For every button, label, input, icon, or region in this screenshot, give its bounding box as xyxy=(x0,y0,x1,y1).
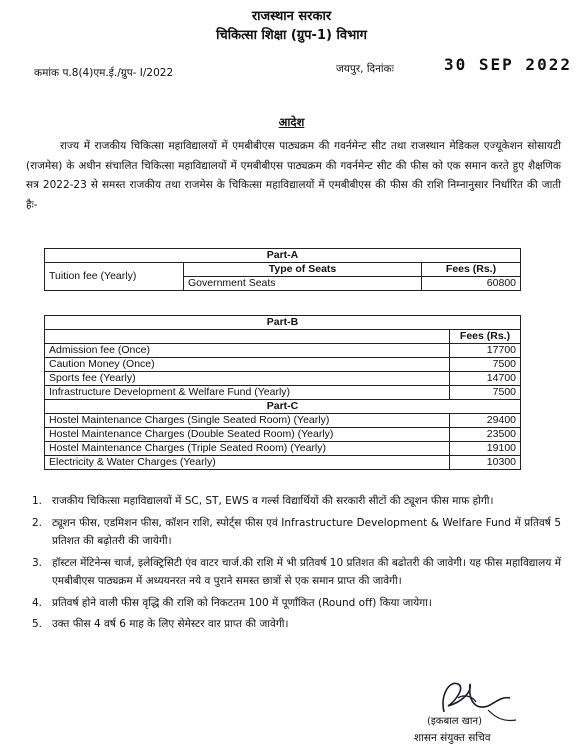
fee-label: Hostel Maintenance Charges (Double Seated Room) (Yearly) xyxy=(45,428,450,442)
signatory-designation: शासन संयुक्त सचिव xyxy=(414,732,491,744)
table-row xyxy=(45,358,521,372)
note-text: हॉस्टल मेंटिनेन्स चार्ज, इलेक्ट्रिसिटी एंव वाटर चार्ज.की राशि में भी प्रतिवर्ष 10 प्रतिशत की बढोतरी की जावेगी। यह फीस महाविद्यालय में एमबीबीएस पाठ्यक्रम में अध्ययनरत नये व पुराने समस्त छात्रों से एक समान प्राप्त की जावेगी। xyxy=(52,556,561,587)
fee-amount: 23500 xyxy=(450,428,521,442)
department-header-line1: राजस्थान सरकार xyxy=(251,9,332,24)
list-item xyxy=(26,615,561,634)
fee-label: Hostel Maintenance Charges (Triple Seated Room) (Yearly) xyxy=(45,442,450,456)
fee-label: Electricity & Water Charges (Yearly) xyxy=(45,456,450,470)
notes-list xyxy=(26,492,561,637)
fee-amount: 10300 xyxy=(450,456,521,470)
note-text: उक्त फीस 4 वर्ष 6 माह के लिए सेमेस्टर वार प्राप्त की जावेगी। xyxy=(52,618,289,630)
table-row xyxy=(45,372,521,386)
note-number: 5. xyxy=(32,618,43,630)
seat-type: Government Seats xyxy=(184,277,422,291)
table-row xyxy=(45,414,521,428)
fees-header: Fees (Rs.) xyxy=(450,330,521,344)
table-row xyxy=(45,344,521,358)
reference-number: कमांक प.8(4)एम.ई./ग्रुप- I/2022 xyxy=(34,67,174,79)
fee-label: Hostel Maintenance Charges (Single Seated Room) (Yearly) xyxy=(45,414,450,428)
intro-paragraph: राज्य में राजकीय चिकित्सा महाविद्यालयों में एमबीबीएस पाठ्यक्रम की गवर्नमेन्ट सीट तथा राजस्थान मेडिकल एज्यूकेशन सोसायटी (राजमेस) के अधीन संचालित चिकित्सा महाविद्यालयों में एमबीबीएस पाठ्यक्रम की गवर्नमेन्ट सीट की फीस को एक समान करते हुए शैक्षणिक सत्र 2022-23 से समस्त राजकीय तथा राजमेस के चिकित्सा महाविद्यालयों में एमबीबीएस की फीस की राशि निम्नानुसार निर्धारित की जाती हैः- xyxy=(26,140,561,211)
note-number: 2. xyxy=(32,516,43,529)
table-row xyxy=(45,456,521,470)
note-text: ट्यूशन फीस, एडमिशन फीस, कॉशन राशि, स्पोर्ट्स फीस एवं Infrastructure Development & Welfare Fund में प्रतिवर्ष 5 प्रतिशत की बढ़ोतरी की जायेगी। xyxy=(52,516,561,547)
fee-amount: 14700 xyxy=(450,372,521,386)
note-text: प्रतिवर्ष होने वाली फीस वृद्धि की राशि को निकटतम 100 में पूर्णांकित (Round off) किया जायेगा। xyxy=(52,596,432,609)
note-number: 1. xyxy=(32,495,43,507)
fee-label: Admission fee (Once) xyxy=(45,344,450,358)
note-number: 4. xyxy=(32,596,43,609)
fee-label: Infrastructure Development & Welfare Fund (Yearly) xyxy=(45,386,450,400)
note-number: 3. xyxy=(32,556,43,569)
department-header-line2: चिकित्सा शिक्षा (ग्रुप-1) विभाग xyxy=(216,28,367,43)
blank-header-cell xyxy=(45,330,450,344)
table-row xyxy=(45,428,521,442)
table-row xyxy=(45,386,521,400)
part-a-table xyxy=(44,248,521,291)
part-c-heading: Part-C xyxy=(45,400,521,414)
part-a-heading: Part-A xyxy=(45,249,521,263)
fee-amount: 7500 xyxy=(450,358,521,372)
order-title: आदेश xyxy=(278,115,305,129)
signatory-name: (इकबाल खान) xyxy=(427,716,482,727)
date-stamp: 30 SEP 2022 xyxy=(444,55,572,74)
fee-label: Sports fee (Yearly) xyxy=(45,372,450,386)
fee-amount: 19100 xyxy=(450,442,521,456)
fee-amount: 29400 xyxy=(450,414,521,428)
note-text: राजकीय चिकित्सा महाविद्यालयों में SC, ST, EWS व गर्ल्स विद्यार्थियों की सरकारी सीटों की ट्यूशन फीस माफ होगी। xyxy=(52,495,494,507)
list-item xyxy=(26,492,561,511)
tuition-amount: 60800 xyxy=(422,277,521,291)
part-b-c-table xyxy=(44,315,521,470)
date-label: जयपुर, दिनांकः xyxy=(336,63,394,75)
part-b-heading: Part-B xyxy=(45,316,521,330)
list-item xyxy=(26,514,561,551)
fee-label: Caution Money (Once) xyxy=(45,358,450,372)
fee-amount: 17700 xyxy=(450,344,521,358)
fee-amount: 7500 xyxy=(450,386,521,400)
list-item xyxy=(26,554,561,591)
tuition-fee-label: Tuition fee (Yearly) xyxy=(45,263,184,291)
list-item xyxy=(26,594,561,613)
type-of-seats-header: Type of Seats xyxy=(184,263,422,277)
table-row xyxy=(45,442,521,456)
fees-header: Fees (Rs.) xyxy=(422,263,521,277)
